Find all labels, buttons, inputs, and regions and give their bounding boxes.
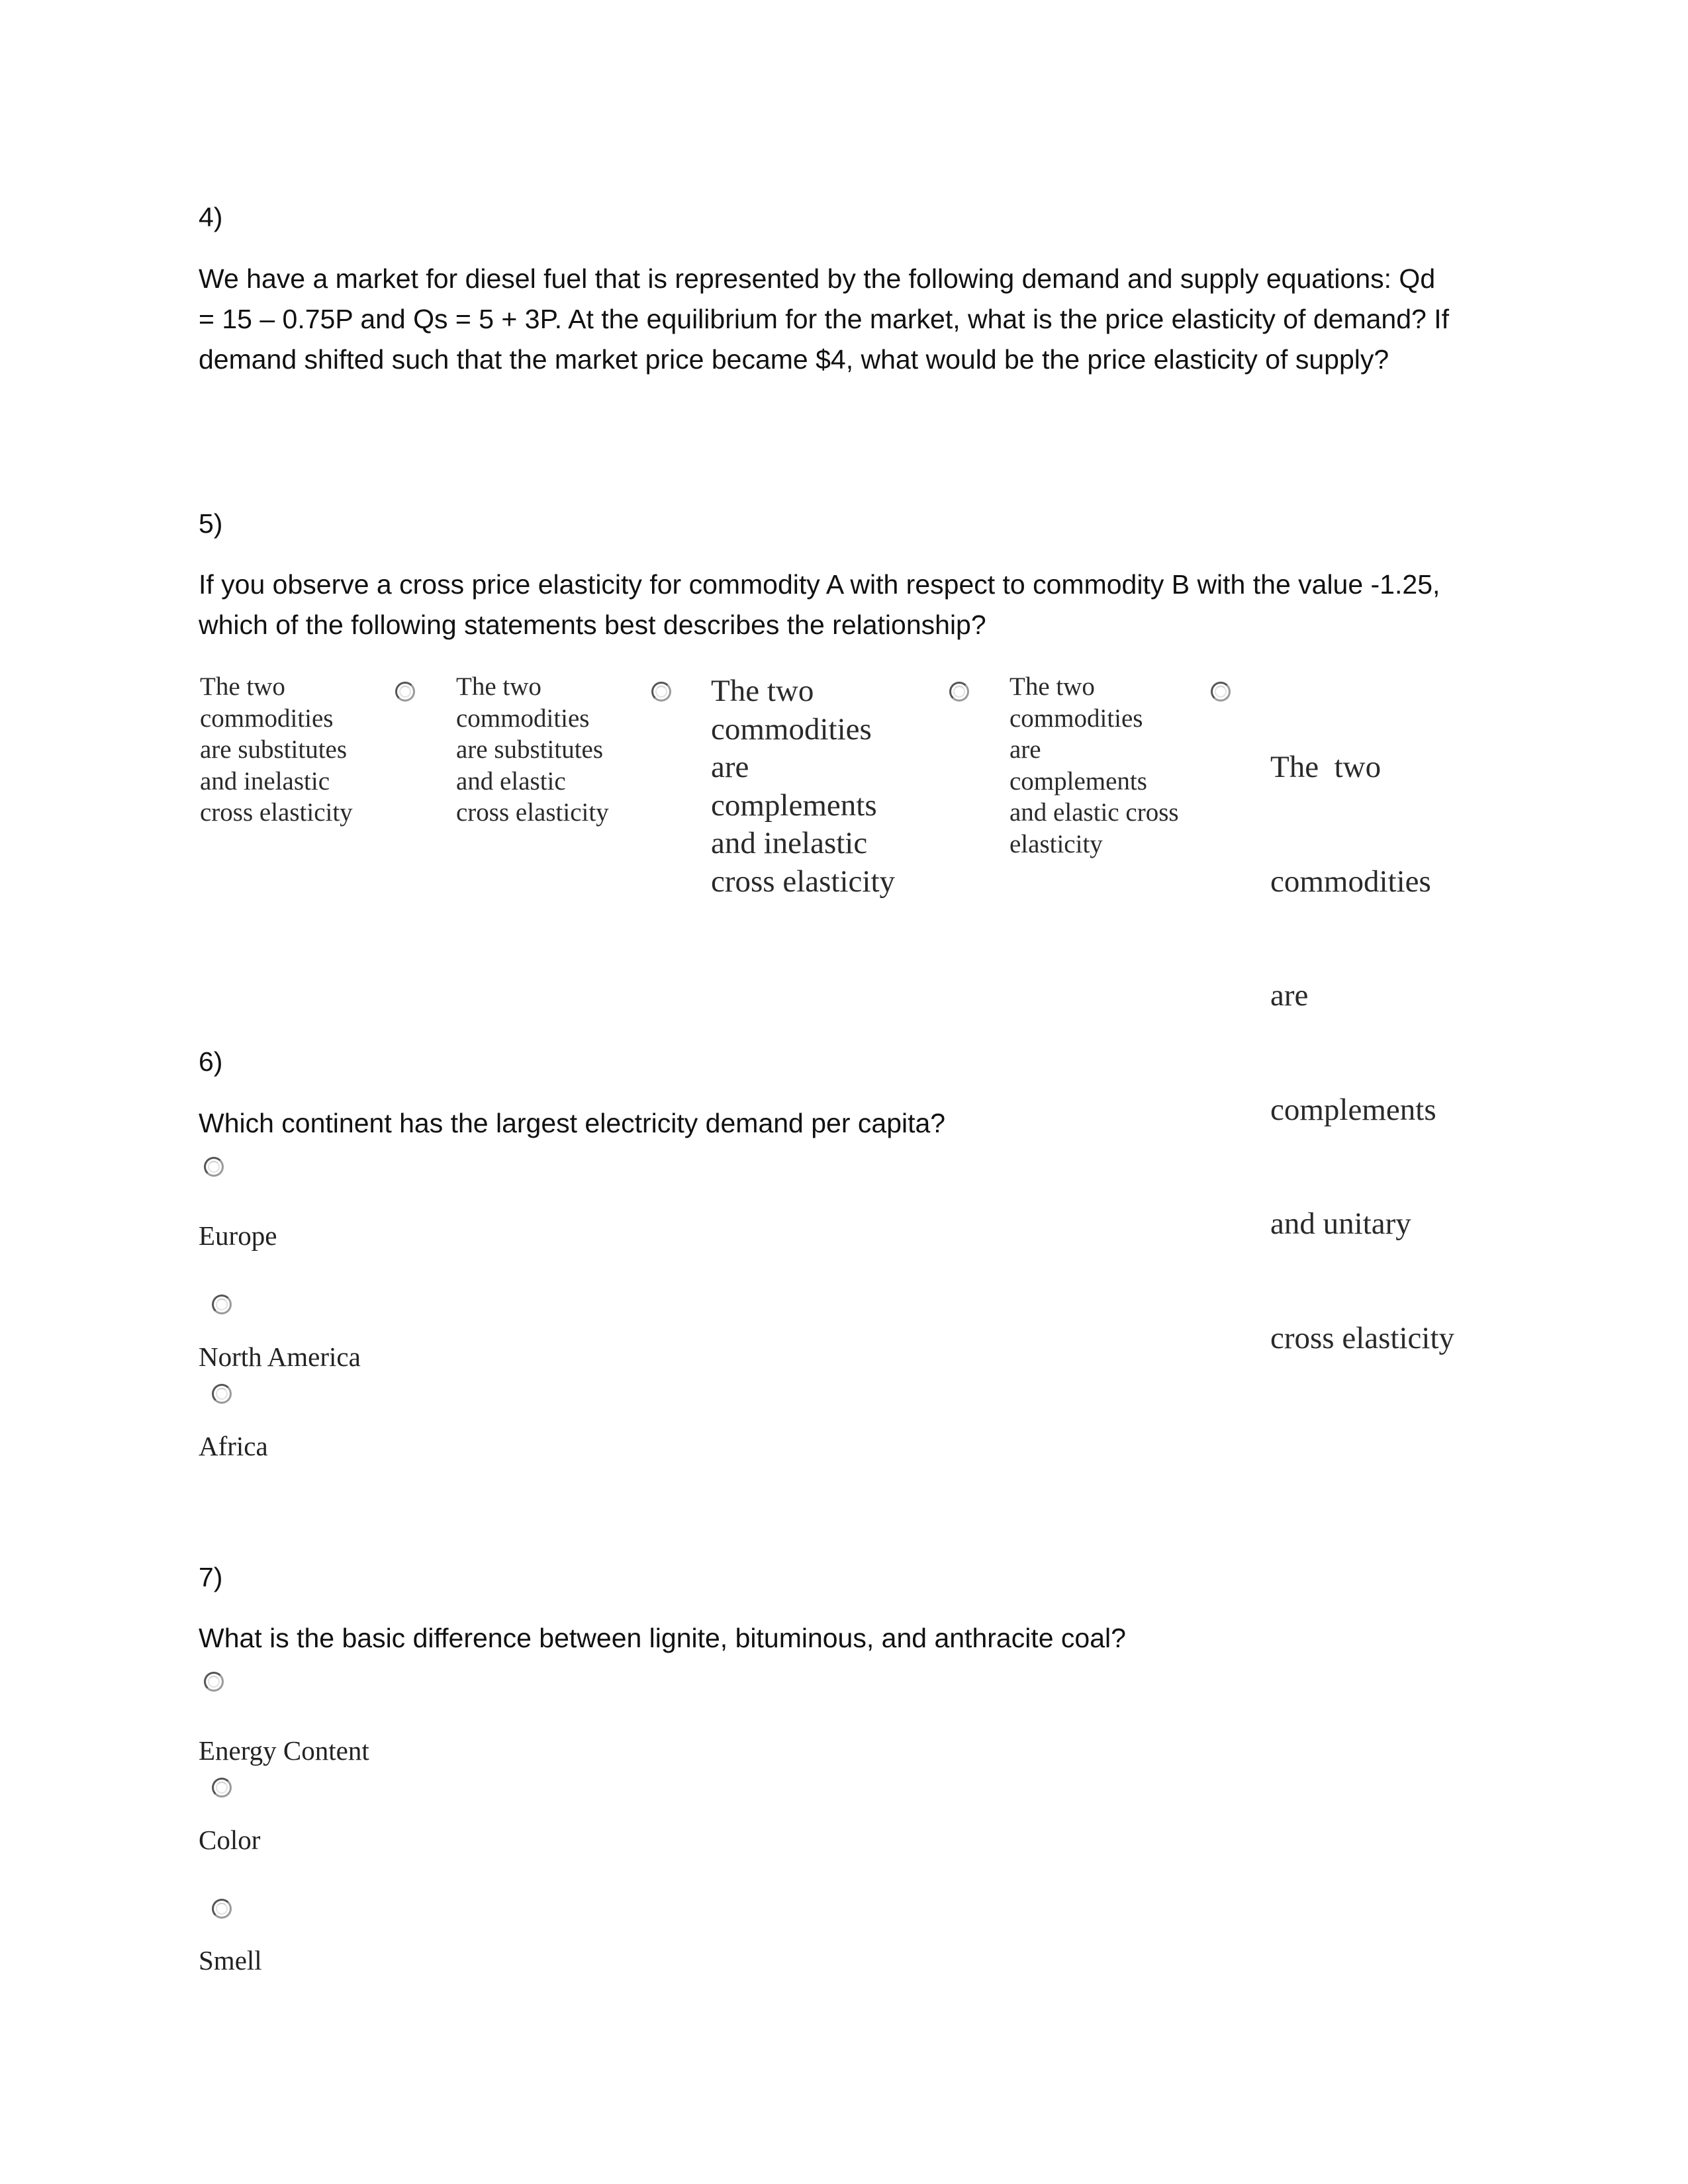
option-line: are [711, 750, 749, 784]
question-5-line: If you observe a cross price elasticity for commodity A with respect to commodity B with the value -1.25, [199, 569, 1440, 600]
q5-option-4-label [1009, 671, 1208, 860]
question-6-text: Which continent has the largest electricity demand per capita? [199, 1108, 946, 1138]
option-line: commodities [711, 711, 872, 747]
q6-option-europe-label: Europe [199, 1220, 277, 1251]
option-line: complements [1270, 1092, 1436, 1127]
q7-option-color-radio[interactable] [212, 1778, 232, 1797]
option-line: cross elasticity [456, 798, 609, 827]
option-line: and inelastic [200, 766, 330, 796]
option-line: The two [1009, 672, 1095, 701]
option-line: and elastic [456, 766, 566, 796]
q6-option-africa-radio[interactable] [212, 1384, 232, 1404]
q5-option-3-radio[interactable] [651, 682, 671, 702]
option-line: and inelastic [711, 826, 868, 860]
q6-option-north-america-label: North America [199, 1342, 361, 1372]
question-4-text [199, 259, 1496, 380]
option-line: are [1009, 735, 1041, 764]
option-line: cross elasticity [711, 864, 896, 899]
q7-option-energy-content-label: Energy Content [199, 1735, 369, 1766]
q5-option-4-radio[interactable] [949, 682, 969, 702]
option-line: elasticity [1009, 829, 1103, 858]
q5-option-1-label [200, 671, 392, 829]
option-line: commodities [456, 704, 590, 733]
q5-option-5-label [1270, 672, 1495, 1396]
question-5-line: which of the following statements best describes the relationship? [199, 610, 986, 640]
question-7-number: 7) [199, 1562, 223, 1592]
option-line: The two [200, 672, 285, 701]
option-line: and unitary [1270, 1206, 1411, 1241]
option-line: are [1270, 978, 1309, 1013]
q7-option-smell-radio[interactable] [212, 1899, 232, 1919]
question-4-number: 4) [199, 202, 223, 232]
option-line: and elastic cross [1009, 798, 1179, 827]
q7-option-smell-label: Smell [199, 1945, 262, 1976]
option-line: The two [711, 674, 814, 708]
option-line: commodities [1270, 864, 1431, 899]
q6-option-africa-label: Africa [199, 1431, 268, 1461]
option-line: commodities [200, 704, 334, 733]
question-7-text: What is the basic difference between lignite, bituminous, and anthracite coal? [199, 1623, 1126, 1653]
option-line: complements [711, 788, 877, 823]
option-line: complements [1009, 766, 1147, 796]
q6-option-north-america-radio[interactable] [212, 1295, 232, 1314]
option-line: The two [456, 672, 541, 701]
question-4-line: demand shifted such that the market price became $4, what would be the price elasticity of supply? [199, 344, 1389, 375]
option-line: cross elasticity [1270, 1320, 1455, 1355]
option-line: are substitutes [456, 735, 604, 764]
q5-option-2-label [456, 671, 648, 829]
q5-option-3-label [711, 672, 929, 901]
option-line: The two [1270, 750, 1382, 784]
question-5-text [199, 565, 1496, 645]
question-4-line: We have a market for diesel fuel that is represented by the following demand and supply equations: Qd [199, 263, 1436, 294]
question-5-number: 5) [199, 508, 223, 539]
question-6-number: 6) [199, 1046, 223, 1077]
option-line: are substitutes [200, 735, 348, 764]
q7-option-color-label: Color [199, 1825, 261, 1855]
option-line: commodities [1009, 704, 1143, 733]
question-4-line: = 15 – 0.75P and Qs = 5 + 3P. At the equilibrium for the market, what is the price elasticity of demand? If [199, 304, 1449, 334]
q5-option-5-radio[interactable] [1211, 682, 1231, 702]
q7-option-energy-content-radio[interactable] [204, 1672, 224, 1692]
q5-option-2-radio[interactable] [395, 682, 415, 702]
option-line: cross elasticity [200, 798, 353, 827]
q6-option-europe-radio[interactable] [204, 1157, 224, 1177]
